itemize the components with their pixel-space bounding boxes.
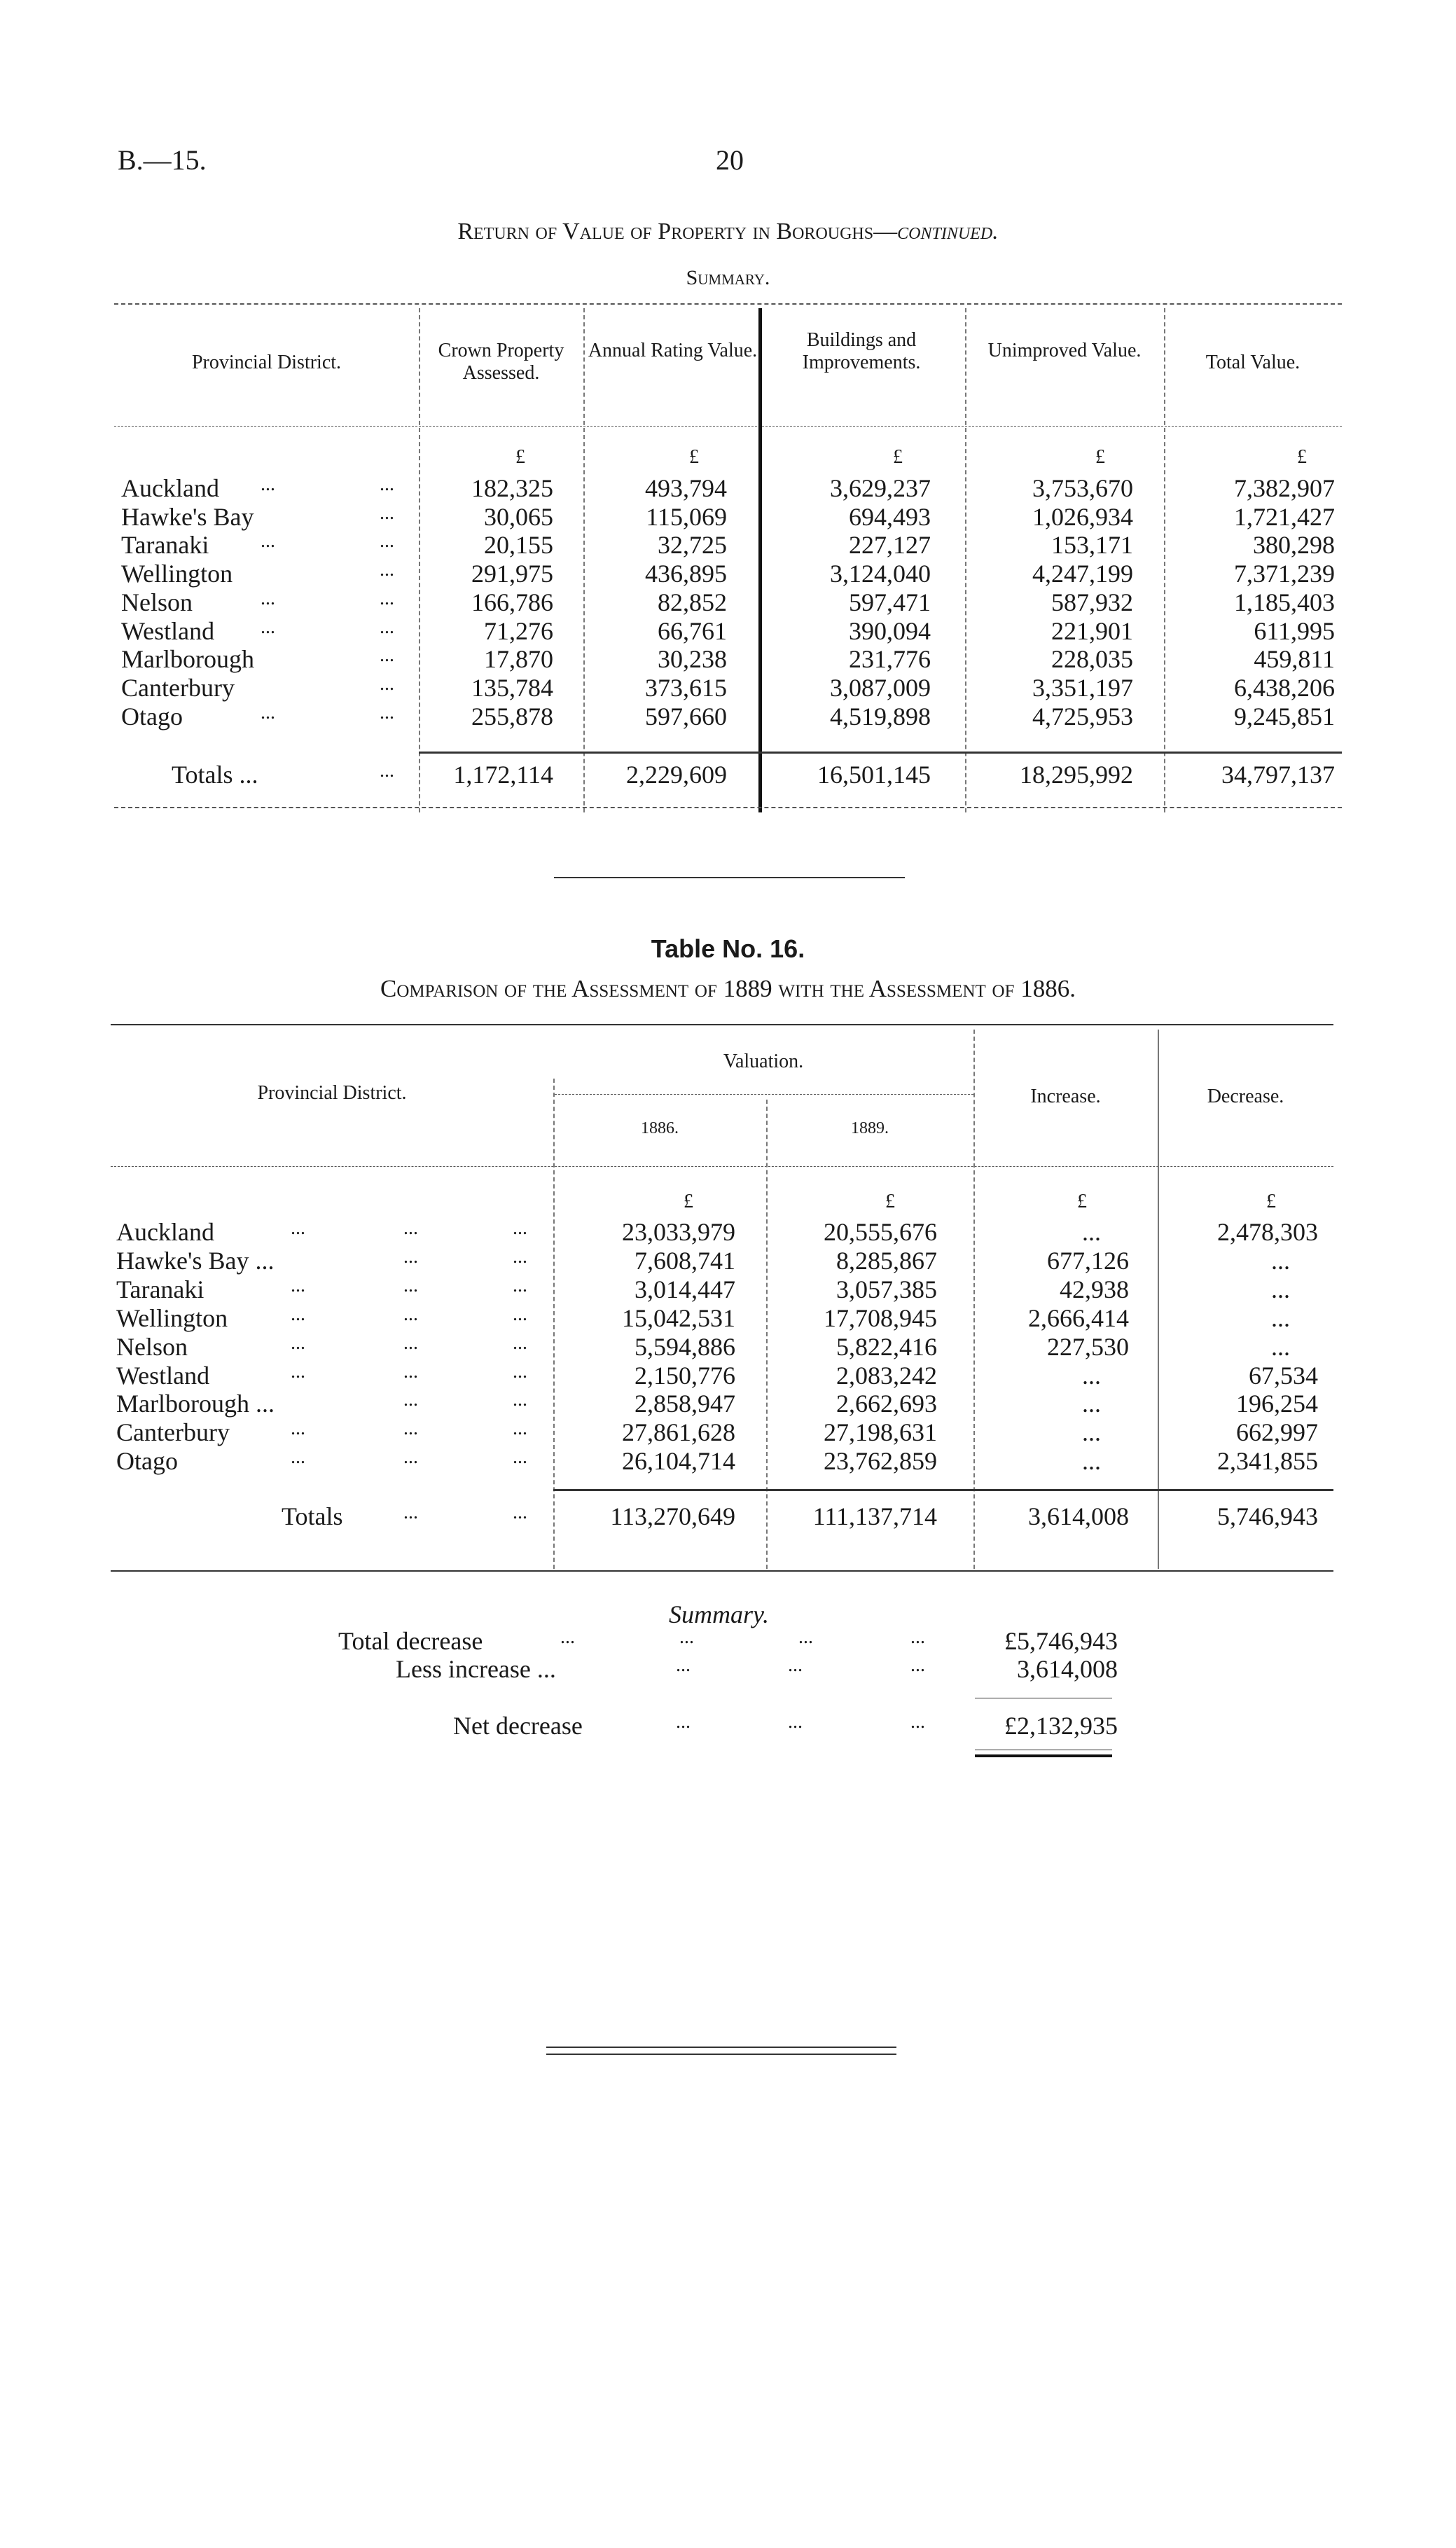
table-cell: 677,126 <box>1047 1246 1129 1275</box>
table-cell: 82,852 <box>658 588 727 616</box>
currency-symbol: £ <box>515 446 525 468</box>
leader-dots: ... <box>403 1446 418 1469</box>
table-cell: ... <box>1082 1390 1101 1418</box>
double-underline <box>975 1754 1112 1757</box>
table-cell: 221,901 <box>1051 616 1133 645</box>
table-cell: 2,666,414 <box>1028 1303 1129 1332</box>
totals-rule <box>419 752 1342 754</box>
district-name: Auckland <box>121 474 219 502</box>
table-cell: 15,042,531 <box>622 1303 735 1332</box>
leader-dots: ... <box>261 587 275 609</box>
leader-dots: ... <box>291 1418 305 1440</box>
table-cell: 153,171 <box>1051 531 1133 560</box>
totals-cell: 1,172,114 <box>453 761 553 789</box>
leader-dots: ... <box>380 701 394 723</box>
table-16-subtitle: Comparison of the Assessment of 1889 with the Assessment of 1886. <box>380 975 1076 1002</box>
leader-dots: ... <box>513 1331 527 1354</box>
district-name: Marlborough ... <box>116 1390 275 1418</box>
leader-dots: ... <box>676 1711 691 1733</box>
table-cell: 2,478,303 <box>1217 1218 1318 1246</box>
return-title-main: Return of Value of Property in Boroughs— <box>457 219 898 244</box>
leader-dots: ... <box>676 1654 691 1676</box>
table-cell: 196,254 <box>1236 1390 1318 1418</box>
table-cell: ... <box>1082 1361 1101 1390</box>
table-cell: 3,753,670 <box>1032 474 1133 502</box>
district-name: Hawke's Bay ... <box>116 1246 275 1275</box>
table-cell: 436,895 <box>645 560 727 588</box>
district-name: Westland <box>116 1361 210 1390</box>
totals-cell: 113,270,649 <box>610 1502 735 1530</box>
table-cell: 66,761 <box>658 616 727 645</box>
table-cell: 4,725,953 <box>1032 702 1133 731</box>
column-header: Provincial District. <box>257 1082 407 1104</box>
table-cell: 8,285,867 <box>836 1246 937 1275</box>
leader-dots: ... <box>910 1711 925 1733</box>
district-name: Canterbury <box>116 1418 230 1447</box>
return-title-continued: continued. <box>897 219 999 244</box>
column-divider <box>965 308 966 812</box>
district-name: Nelson <box>116 1332 188 1361</box>
table-cell: 1,026,934 <box>1032 502 1133 531</box>
district-name: Auckland <box>116 1218 214 1246</box>
table-cell: 459,811 <box>1254 645 1335 674</box>
column-divider <box>553 1079 555 1569</box>
totals-cell: 111,137,714 <box>812 1502 937 1530</box>
summary-label: Net decrease <box>453 1712 583 1740</box>
page-number: 20 <box>716 144 744 176</box>
table-cell: 23,762,859 <box>824 1447 937 1476</box>
table-cell: 135,784 <box>471 673 553 702</box>
table-cell: 26,104,714 <box>622 1447 735 1476</box>
totals-cell: 16,501,145 <box>817 761 931 789</box>
table-cell: 71,276 <box>484 616 553 645</box>
leader-dots: ... <box>380 530 394 553</box>
table-rule <box>114 303 1342 305</box>
totals-cell: 3,614,008 <box>1028 1502 1129 1530</box>
summary-label: Total decrease <box>338 1627 483 1655</box>
column-divider <box>583 308 585 812</box>
table-rule <box>111 1570 1333 1572</box>
table-cell: 611,995 <box>1254 616 1335 645</box>
column-header: Provincial District. <box>191 352 342 373</box>
table-cell: 5,822,416 <box>836 1332 937 1361</box>
leader-dots: ... <box>291 1217 305 1239</box>
column-divider <box>973 1030 975 1569</box>
column-header: 1886. <box>641 1119 679 1137</box>
table-cell: 23,033,979 <box>622 1218 735 1246</box>
district-name: Otago <box>121 702 183 731</box>
table-cell: 27,861,628 <box>622 1418 735 1447</box>
table-cell: 20,555,676 <box>824 1218 937 1246</box>
return-title <box>0 219 1456 245</box>
table-cell: 3,087,009 <box>830 673 931 702</box>
column-header: Valuation. <box>723 1051 804 1072</box>
table-cell: 17,708,945 <box>824 1303 937 1332</box>
district-name: Taranaki <box>116 1275 204 1303</box>
currency-symbol: £ <box>885 1191 895 1212</box>
table-cell: 373,615 <box>645 673 727 702</box>
table-rule <box>555 1094 973 1095</box>
totals-cell: 2,229,609 <box>626 761 727 789</box>
table-cell: 6,438,206 <box>1234 673 1335 702</box>
column-header: Decrease. <box>1207 1086 1284 1107</box>
leader-dots: ... <box>513 1418 527 1440</box>
table-cell: ... <box>1082 1218 1101 1246</box>
district-name: Wellington <box>116 1303 228 1332</box>
leader-dots: ... <box>380 760 394 782</box>
leader-dots: ... <box>380 473 394 495</box>
end-rule <box>546 2054 896 2055</box>
table-cell: 3,124,040 <box>830 560 931 588</box>
column-divider <box>1164 308 1165 812</box>
leader-dots: ... <box>513 1502 527 1523</box>
leader-dots: ... <box>380 644 394 667</box>
table-cell: 20,155 <box>484 531 553 560</box>
table-cell: 4,519,898 <box>830 702 931 731</box>
summary-value: 3,614,008 <box>1017 1655 1118 1683</box>
table-cell: 3,014,447 <box>635 1275 735 1303</box>
table-cell: 597,471 <box>849 588 931 616</box>
totals-rule <box>553 1489 1333 1491</box>
column-header: Total Value. <box>1205 352 1301 373</box>
district-name: Hawke's Bay <box>121 502 254 531</box>
leader-dots: ... <box>560 1626 575 1648</box>
table-rule <box>111 1166 1333 1167</box>
table-cell: 32,725 <box>658 531 727 560</box>
table-rule <box>111 1024 1333 1025</box>
leader-dots: ... <box>403 1303 418 1325</box>
table-cell: 9,245,851 <box>1234 702 1335 731</box>
table-cell: 3,351,197 <box>1032 673 1133 702</box>
table-cell: 2,858,947 <box>635 1390 735 1418</box>
table-cell: ... <box>1271 1332 1290 1361</box>
table-cell: 291,975 <box>471 560 553 588</box>
leader-dots: ... <box>380 616 394 638</box>
currency-symbol: £ <box>1095 446 1105 468</box>
table-cell: 30,238 <box>658 645 727 674</box>
table-cell: 227,127 <box>849 531 931 560</box>
leader-dots: ... <box>788 1711 803 1733</box>
leader-dots: ... <box>513 1446 527 1469</box>
column-header: Increase. <box>1030 1086 1101 1107</box>
leader-dots: ... <box>403 1360 418 1383</box>
leader-dots: ... <box>910 1626 925 1648</box>
table-cell: 30,065 <box>484 502 553 531</box>
leader-dots: ... <box>513 1245 527 1268</box>
summary-value: £5,746,943 <box>1004 1627 1118 1655</box>
totals-cell: 18,295,992 <box>1020 761 1133 789</box>
district-name: Marlborough <box>121 645 254 674</box>
table-cell: 228,035 <box>1051 645 1133 674</box>
table-rule <box>114 807 1342 808</box>
leader-dots: ... <box>788 1654 803 1676</box>
table-cell: ... <box>1082 1418 1101 1447</box>
table-cell: ... <box>1082 1447 1101 1476</box>
currency-symbol: £ <box>689 446 699 468</box>
column-header: Crown Property Assessed. <box>438 340 564 384</box>
doc-reference: B.—15. <box>118 144 207 176</box>
leader-dots: ... <box>261 530 275 553</box>
table-cell: 255,878 <box>471 702 553 731</box>
leader-dots: ... <box>380 559 394 581</box>
leader-dots: ... <box>513 1217 527 1239</box>
table-cell: 27,198,631 <box>824 1418 937 1447</box>
leader-dots: ... <box>403 1331 418 1354</box>
table-cell: 17,870 <box>484 645 553 674</box>
currency-symbol: £ <box>1297 446 1307 468</box>
leader-dots: ... <box>261 473 275 495</box>
leader-dots: ... <box>291 1331 305 1354</box>
table-16-heading: Table No. 16. <box>651 934 805 963</box>
totals-label: Totals ... <box>172 761 258 789</box>
district-name: Taranaki <box>121 531 209 560</box>
leader-dots: ... <box>798 1626 813 1648</box>
table-cell: 42,938 <box>1060 1275 1129 1303</box>
table-cell: 7,382,907 <box>1234 474 1335 502</box>
column-divider <box>758 308 762 812</box>
table-cell: 115,069 <box>646 502 727 531</box>
end-rule <box>546 2047 896 2048</box>
summary-label: Less increase ... <box>396 1655 556 1683</box>
table-cell: 231,776 <box>849 645 931 674</box>
table-cell: 2,341,855 <box>1217 1447 1318 1476</box>
table-cell: 227,530 <box>1047 1332 1129 1361</box>
summary-title: Summary. <box>686 266 770 289</box>
table-cell: ... <box>1271 1275 1290 1303</box>
table-cell: 597,660 <box>645 702 727 731</box>
leader-dots: ... <box>403 1418 418 1440</box>
table-cell: 7,371,239 <box>1234 560 1335 588</box>
leader-dots: ... <box>403 1245 418 1268</box>
table-cell: 390,094 <box>849 616 931 645</box>
column-header: Unimproved Value. <box>987 340 1142 361</box>
column-divider <box>766 1100 768 1569</box>
leader-dots: ... <box>261 701 275 723</box>
column-header: Buildings and Improvements. <box>802 329 921 373</box>
district-name: Nelson <box>121 588 193 616</box>
leader-dots: ... <box>291 1446 305 1469</box>
table-cell: 2,150,776 <box>635 1361 735 1390</box>
currency-symbol: £ <box>1077 1191 1087 1212</box>
totals-cell: 34,797,137 <box>1221 761 1335 789</box>
column-divider <box>1158 1030 1159 1569</box>
table-cell: 380,298 <box>1253 531 1335 560</box>
column-header: 1889. <box>851 1119 889 1137</box>
leader-dots: ... <box>403 1274 418 1296</box>
table-cell: 7,608,741 <box>635 1246 735 1275</box>
section-separator <box>554 877 905 878</box>
column-header: Annual Rating Value. <box>588 340 758 361</box>
summary-heading: Summary. <box>669 1600 769 1628</box>
table-cell: 1,185,403 <box>1234 588 1335 616</box>
leader-dots: ... <box>291 1274 305 1296</box>
leader-dots: ... <box>380 587 394 609</box>
table-cell: 5,594,886 <box>635 1332 735 1361</box>
table-cell: 166,786 <box>471 588 553 616</box>
totals-label: Totals <box>282 1502 343 1530</box>
leader-dots: ... <box>513 1360 527 1383</box>
currency-symbol: £ <box>893 446 903 468</box>
currency-symbol: £ <box>1266 1191 1276 1212</box>
district-name: Otago <box>116 1447 178 1476</box>
leader-dots: ... <box>513 1303 527 1325</box>
leader-dots: ... <box>261 616 275 638</box>
leader-dots: ... <box>291 1360 305 1383</box>
table-cell: 67,534 <box>1249 1361 1318 1390</box>
table-cell: 662,997 <box>1236 1418 1318 1447</box>
table-cell: 1,721,427 <box>1234 502 1335 531</box>
table-cell: 3,057,385 <box>836 1275 937 1303</box>
district-name: Canterbury <box>121 673 235 702</box>
table-cell: 2,083,242 <box>836 1361 937 1390</box>
leader-dots: ... <box>910 1654 925 1676</box>
leader-dots: ... <box>291 1303 305 1325</box>
district-name: Wellington <box>121 560 233 588</box>
leader-dots: ... <box>403 1389 418 1411</box>
totals-cell: 5,746,943 <box>1217 1502 1318 1530</box>
table-cell: 3,629,237 <box>830 474 931 502</box>
table-cell: 2,662,693 <box>836 1390 937 1418</box>
table-cell: 587,932 <box>1051 588 1133 616</box>
table-cell: 4,247,199 <box>1032 560 1133 588</box>
leader-dots: ... <box>513 1389 527 1411</box>
leader-dots: ... <box>513 1274 527 1296</box>
table-cell: 182,325 <box>471 474 553 502</box>
leader-dots: ... <box>380 501 394 524</box>
table-cell: 694,493 <box>849 502 931 531</box>
leader-dots: ... <box>679 1626 694 1648</box>
leader-dots: ... <box>403 1217 418 1239</box>
currency-symbol: £ <box>684 1191 693 1212</box>
table-rule <box>114 426 1342 427</box>
summary-value: £2,132,935 <box>1004 1712 1118 1740</box>
leader-dots: ... <box>380 672 394 695</box>
district-name: Westland <box>121 616 215 645</box>
table-cell: 493,794 <box>645 474 727 502</box>
leader-dots: ... <box>403 1502 418 1523</box>
table-cell: ... <box>1271 1246 1290 1275</box>
table-cell: ... <box>1271 1303 1290 1332</box>
